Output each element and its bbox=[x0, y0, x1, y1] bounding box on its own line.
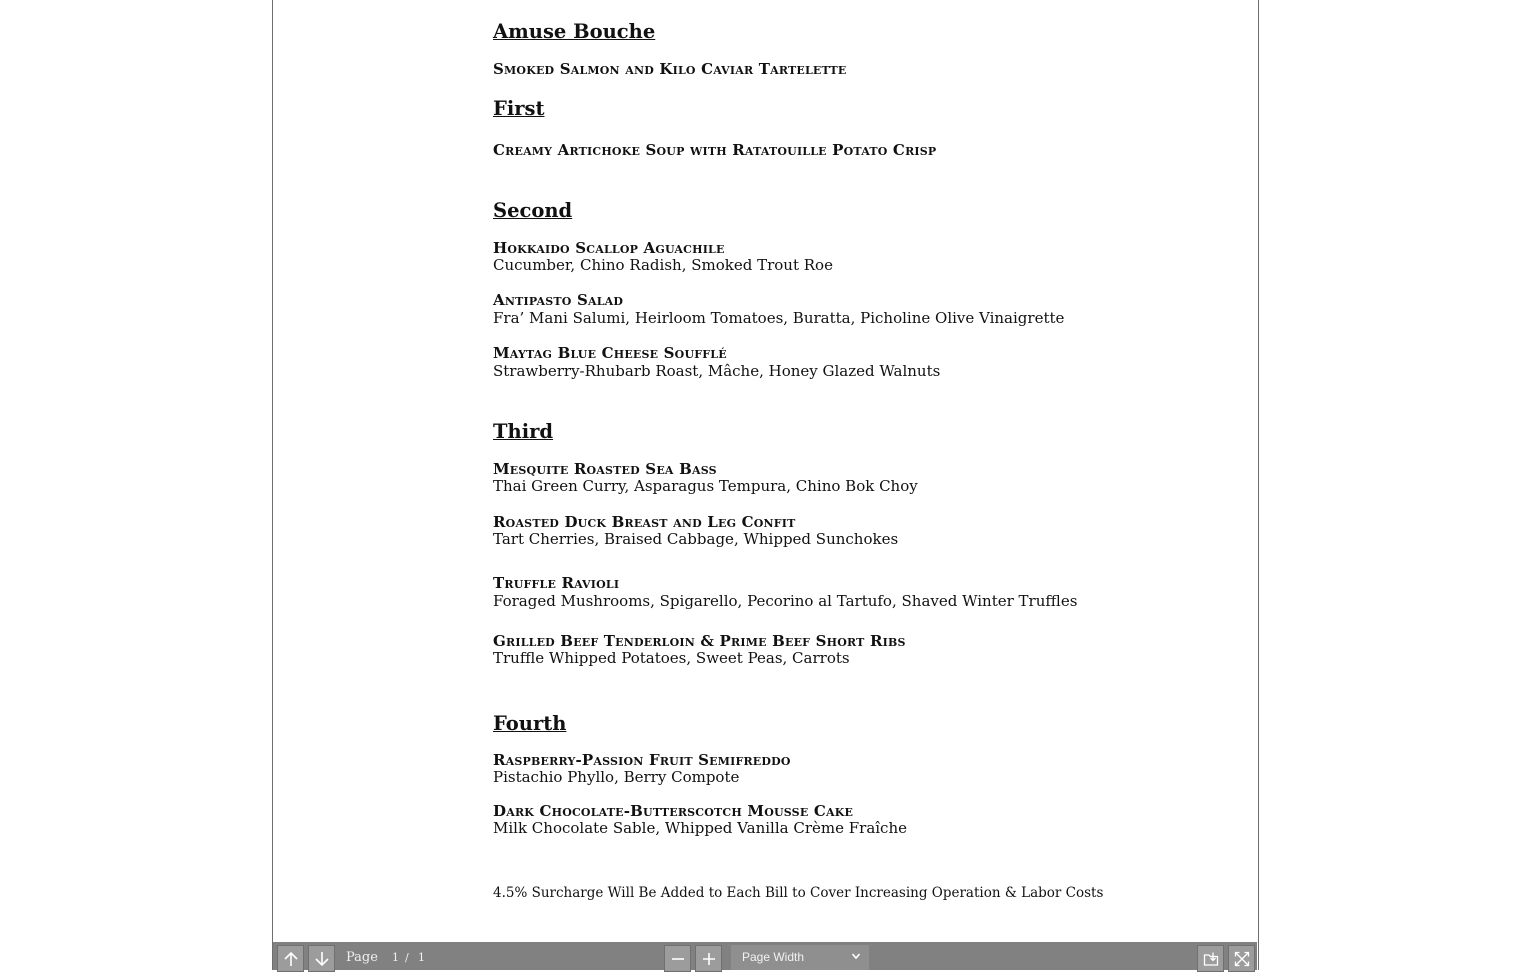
minus-icon bbox=[670, 951, 686, 967]
dish-name: Maytag Blue Cheese Soufflé bbox=[493, 344, 727, 362]
dish-name: Antipasto Salad bbox=[493, 291, 624, 309]
dish-description: Tart Cherries, Braised Cabbage, Whipped Sunchokes bbox=[493, 530, 899, 548]
zoom-select[interactable] bbox=[731, 945, 869, 970]
zoom-out-button[interactable] bbox=[664, 945, 691, 972]
fullscreen-button[interactable] bbox=[1228, 945, 1255, 972]
previous-page-button[interactable] bbox=[277, 945, 304, 972]
dish-description: Truffle Whipped Potatoes, Sweet Peas, Carrots bbox=[493, 649, 850, 667]
page-number-input[interactable]: 1 bbox=[392, 951, 399, 964]
pdf-toolbar bbox=[273, 942, 1257, 970]
dish-description: Thai Green Curry, Asparagus Tempura, Chino Bok Choy bbox=[493, 477, 918, 495]
plus-icon bbox=[701, 951, 717, 967]
dish-name: Creamy Artichoke Soup with Ratatouille Potato Crisp bbox=[493, 141, 937, 159]
dish-name: Dark Chocolate-Butterscotch Mousse Cake bbox=[493, 802, 854, 820]
chevron-down-icon bbox=[851, 951, 861, 961]
total-pages: 1 bbox=[418, 951, 425, 964]
dish-name: Truffle Ravioli bbox=[493, 574, 620, 592]
section-heading-second: Second bbox=[493, 199, 573, 222]
surcharge-note: 4.5% Surcharge Will Be Added to Each Bill to Cover Increasing Operation & Labor Costs bbox=[493, 885, 1104, 901]
fullscreen-icon bbox=[1234, 951, 1250, 967]
dish-description: Cucumber, Chino Radish, Smoked Trout Roe bbox=[493, 256, 833, 274]
dish-name: Mesquite Roasted Sea Bass bbox=[493, 460, 717, 478]
section-heading-amuse-bouche: Amuse Bouche bbox=[493, 20, 656, 43]
dish-description: Pistachio Phyllo, Berry Compote bbox=[493, 768, 740, 786]
page-label: Page bbox=[346, 950, 378, 965]
dish-name: Roasted Duck Breast and Leg Confit bbox=[493, 513, 796, 531]
dish-description: Milk Chocolate Sable, Whipped Vanilla Crème Fraîche bbox=[493, 819, 907, 837]
download-button[interactable] bbox=[1197, 945, 1224, 972]
dish-name: Smoked Salmon and Kilo Caviar Tartelette bbox=[493, 60, 847, 78]
section-heading-fourth: Fourth bbox=[493, 712, 567, 735]
dish-name: Hokkaido Scallop Aguachile bbox=[493, 239, 725, 257]
dish-description: Fra’ Mani Salumi, Heirloom Tomatoes, Buratta, Picholine Olive Vinaigrette bbox=[493, 309, 1065, 327]
arrow-up-icon bbox=[283, 951, 299, 967]
section-heading-first: First bbox=[493, 97, 545, 120]
page-separator: / bbox=[405, 951, 409, 964]
arrow-down-icon bbox=[314, 951, 330, 967]
zoom-in-button[interactable] bbox=[695, 945, 722, 972]
download-icon bbox=[1203, 951, 1219, 967]
section-heading-third: Third bbox=[493, 420, 554, 443]
pdf-page bbox=[272, 0, 1259, 970]
dish-name: Raspberry-Passion Fruit Semifreddo bbox=[493, 751, 791, 769]
zoom-select-value: Page Width bbox=[742, 950, 805, 964]
next-page-button[interactable] bbox=[308, 945, 335, 972]
dish-description: Foraged Mushrooms, Spigarello, Pecorino al Tartufo, Shaved Winter Truffles bbox=[493, 592, 1078, 610]
dish-description: Strawberry-Rhubarb Roast, Mâche, Honey Glazed Walnuts bbox=[493, 362, 941, 380]
dish-name: Grilled Beef Tenderloin & Prime Beef Short Ribs bbox=[493, 632, 906, 650]
